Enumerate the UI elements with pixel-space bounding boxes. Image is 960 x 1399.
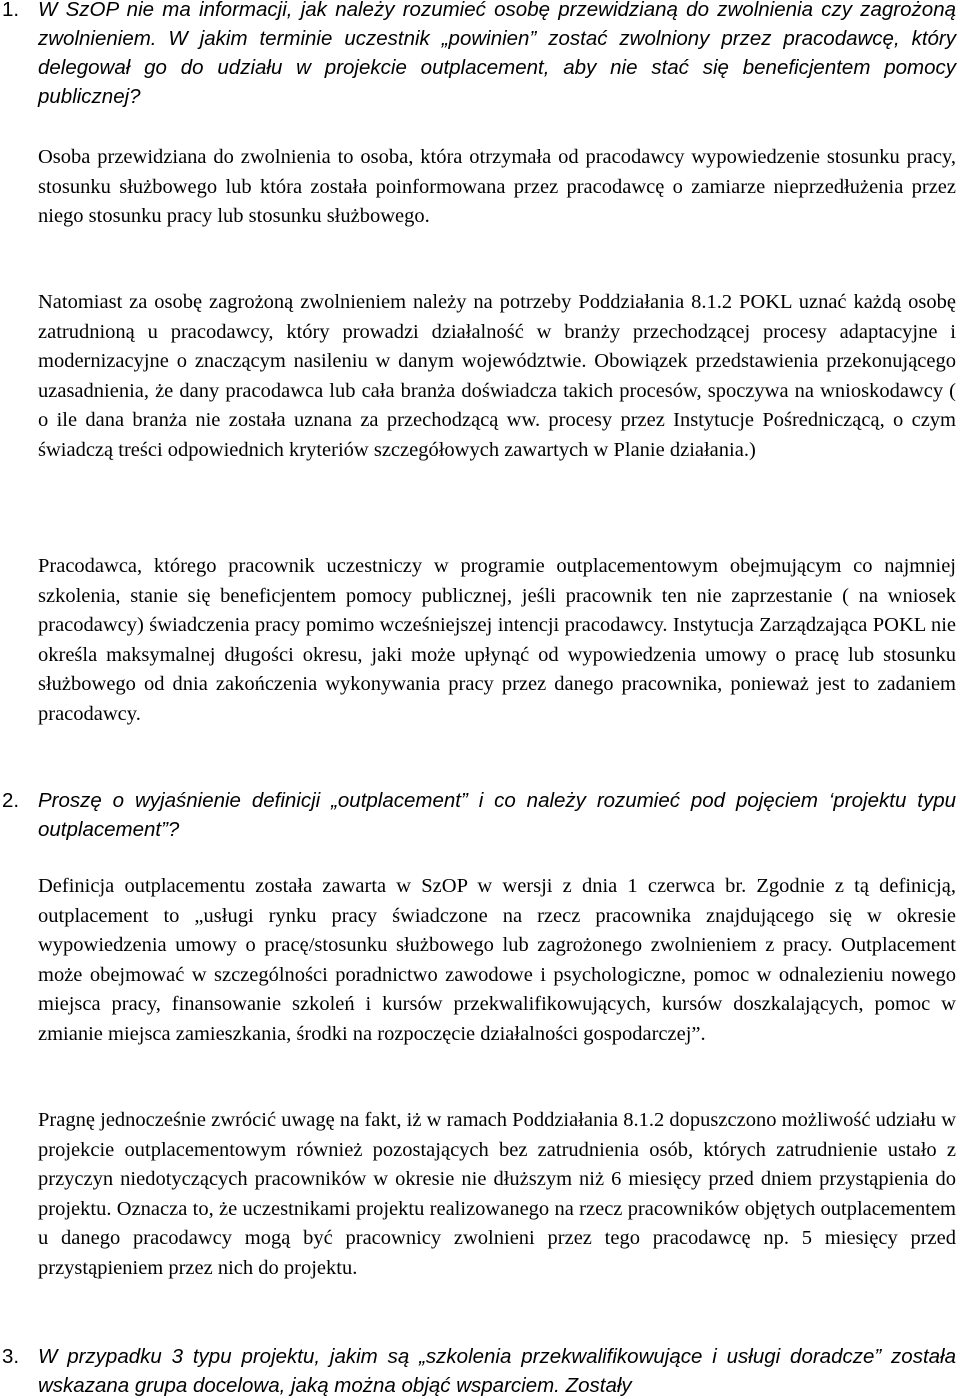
- question-number: 1.: [2, 0, 20, 21]
- question-1: [0, 0, 956, 111]
- question-number: 2.: [2, 789, 20, 812]
- question-3: [0, 1342, 956, 1399]
- answer-paragraph: Osoba przewidziana do zwolnienia to osoba, która otrzymała od pracodawcy wypowiedzenie stosunku pracy, stosunku służbowego lub która została poinformowana przez pracodawcę o zamiarze nieprzedłużenia przez niego stosunku pracy lub stosunku służbowego.: [38, 146, 956, 227]
- question-text: W przypadku 3 typu projektu, jakim są „szkolenia przekwalifikowujące i usługi doradcze” została wskazana grupa docelowa, jaką można objąć wsparciem. Zostały: [38, 1345, 956, 1397]
- answer-paragraph: Natomiast za osobę zagrożoną zwolnieniem należy na potrzeby Poddziałania 8.1.2 POKL uznać każdą osobę zatrudnioną u pracodawcy, który prowadzi działalność w branży przechodzącej procesy adaptacyjne i modernizacyjne o znaczącym nasileniu w danym województwie. Obowiązek przedstawienia przekonującego uzasadnienia, że dany pracodawca lub cała branża doświadcza takich procesów, spoczywa na wnioskodawcy ( o ile dana branża nie została uznana za przechodzącą ww. procesy przez Instytucje Pośredniczącą, o czym świadczą treści odpowiednich kryteriów szczegółowych zawartych w Planie działania.): [38, 291, 956, 461]
- question-text: W SzOP nie ma informacji, jak należy rozumieć osobę przewidzianą do zwolnienia czy zagrożoną zwolnieniem. W jakim terminie uczestnik „powinien” zostać zwolniony przez pracodawcę, który delegował go do udziału w projekcie outplacement, aby nie stać się beneficjentem pomocy publicznej?: [38, 0, 956, 108]
- answer-paragraph: Pracodawca, którego pracownik uczestniczy w programie outplacementowym obejmującym co najmniej szkolenia, stanie się beneficjentem pomocy publicznej, jeśli pracownik ten nie zaprzestanie ( na wniosek pracodawcy) świadczenia pracy pomimo wcześniejszej intencji pracodawcy. Instytucja Zarządzająca POKL nie określa maksymalnej długości okresu, jaki może upłynąć od wypowiedzenia umowy o pracę lub stosunku służbowego od dnia zakończenia wykonywania pracy przez danego pracownika, ponieważ jest to zadaniem pracodawcy.: [38, 555, 956, 725]
- question-2: [0, 786, 956, 844]
- question-number: 3.: [2, 1345, 20, 1368]
- answer-paragraph: Definicja outplacementu została zawarta w SzOP w wersji z dnia 1 czerwca br. Zgodnie z tą definicją, outplacement to „usługi rynku pracy świadczone na rzecz pracownika znajdującego się w okresie wypowiedzenia umowy o pracę/stosunku służbowego lub zagrożonego zwolnieniem z pracy. Outplacement może obejmować w szczególności poradnictwo zawodowe i psychologiczne, pomoc w odnalezieniu nowego miejsca pracy, finansowanie szkoleń i kursów przekwalifikowujących, kursów doszkalających, pomoc w zmianie miejsca zamieszkania, środki na rozpoczęcie działalności gospodarczej”.: [38, 875, 956, 1045]
- question-text: Proszę o wyjaśnienie definicji „outplacement” i co należy rozumieć pod pojęciem ‘projektu typu outplacement”?: [38, 789, 956, 841]
- answer-paragraph: Pragnę jednocześnie zwrócić uwagę na fakt, iż w ramach Poddziałania 8.1.2 dopuszczono możliwość udziału w projekcie outplacementowym również pozostających bez zatrudnienia osób, których zatrudnienie ustało z przyczyn niedotyczących pracowników w okresie nie dłuższym niż 6 miesięcy przed dniem przystąpienia do projektu. Oznacza to, że uczestnikami projektu realizowanego na rzecz pracowników objętych outplacementem u danego pracodawcy mogą być pracownicy zwolnieni przez tego pracodawcę np. 5 miesięcy przed przystąpieniem przez nich do projektu.: [38, 1109, 956, 1279]
